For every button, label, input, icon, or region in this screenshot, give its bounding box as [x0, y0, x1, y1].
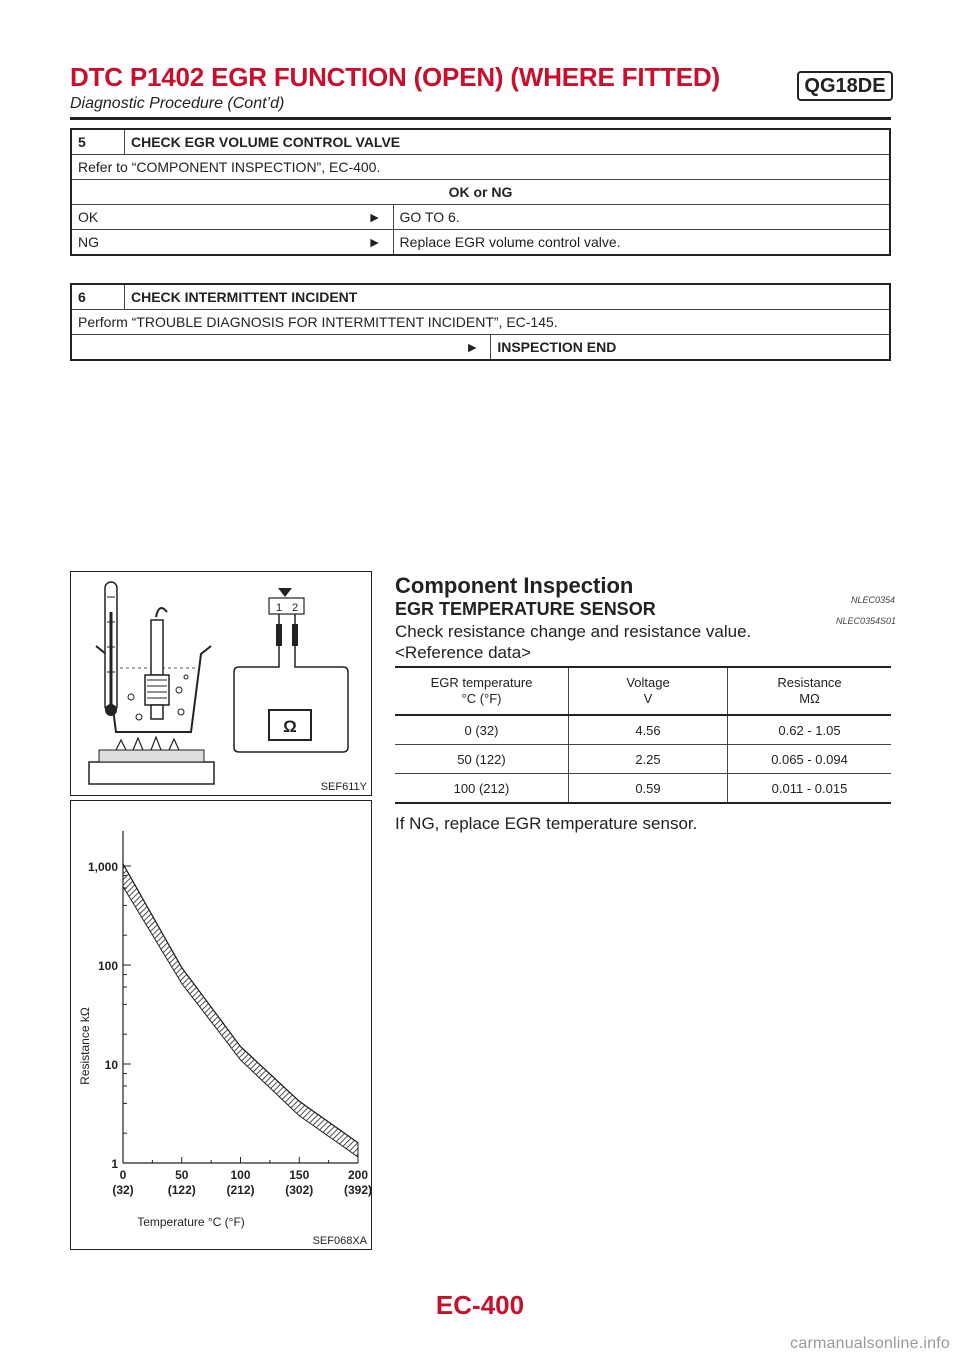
x-tick-sublabel: (302): [285, 1183, 314, 1197]
section-title: Component Inspection: [395, 573, 634, 598]
reference-table: [395, 666, 891, 804]
cell-temperature: 50 (122): [395, 745, 569, 774]
header-temperature: EGR temperature °C (°F): [395, 667, 569, 715]
step6-result-empty: [71, 335, 454, 361]
step5-row-ok: [71, 205, 890, 230]
page-number: EC-400: [435, 1290, 525, 1320]
x-tick-label: 0: [119, 1168, 127, 1182]
figure-resistance-chart: [70, 800, 372, 1250]
resistance-band-area: [123, 864, 358, 1157]
watermark: carmanualsonline.info: [790, 1335, 950, 1352]
cell-temperature: 0 (32): [395, 715, 569, 745]
x-tick-label: 150: [289, 1168, 310, 1182]
step6-action: INSPECTION END: [491, 335, 890, 361]
step5-table: [70, 128, 891, 256]
step6-title: CHECK INTERMITTENT INCIDENT: [125, 284, 891, 310]
y-tick-label: 10: [104, 1058, 118, 1072]
terminal-2-label: 2: [291, 602, 299, 614]
figure-label: SEF068XA: [312, 1235, 367, 1247]
arrow-icon: ►: [454, 335, 491, 361]
x-tick-sublabel: (392): [343, 1183, 371, 1197]
step5-row-ng: [71, 230, 890, 256]
step5-result-ng: [71, 230, 357, 256]
y-tick-label: 1,000: [87, 860, 118, 874]
step5-title: CHECK EGR VOLUME CONTROL VALVE: [125, 129, 891, 155]
series-upper-limit-line: [123, 864, 358, 1143]
cell-resistance: 0.065 - 0.094: [728, 745, 892, 774]
cell-temperature: 100 (212): [395, 774, 569, 804]
x-tick-label: 50: [175, 1168, 189, 1182]
step5-decision: OK or NG: [71, 180, 890, 205]
cell-resistance: 0.62 - 1.05: [728, 715, 892, 745]
figure-label: SEF611Y: [320, 781, 367, 793]
page-title: DTC P1402 EGR FUNCTION (OPEN) (WHERE FITTED): [70, 62, 720, 92]
result-label: NG: [78, 234, 99, 250]
table-row: [395, 715, 891, 745]
section-code: NLEC0354: [851, 595, 896, 605]
table-row: [395, 745, 891, 774]
x-tick-sublabel: (32): [112, 1183, 134, 1197]
sensor-test-illustration: [71, 572, 371, 795]
ng-note: If NG, replace EGR temperature sensor.: [395, 814, 698, 833]
table-row: [395, 774, 891, 804]
reference-label: <Reference data>: [395, 643, 532, 662]
arrow-icon: ►: [357, 230, 394, 256]
step5-result-ok: [71, 205, 357, 230]
cell-voltage: 2.25: [569, 745, 728, 774]
ohm-icon: Ω: [283, 717, 297, 736]
figure-sensor-test: [70, 571, 372, 796]
step5-action-ok: GO TO 6.: [393, 205, 890, 230]
header-resistance: Resistance MΩ: [728, 667, 892, 715]
step5-number: 5: [71, 129, 125, 155]
x-axis-label: Temperature °C (°F): [137, 1215, 245, 1229]
table-header-row: [395, 667, 891, 715]
step6-number: 6: [71, 284, 125, 310]
step5-action-ng: Replace EGR volume control valve.: [393, 230, 890, 256]
x-tick-sublabel: (122): [167, 1183, 196, 1197]
cell-voltage: 0.59: [569, 774, 728, 804]
subsection-title: EGR TEMPERATURE SENSOR: [395, 599, 656, 619]
header-voltage: Voltage V: [569, 667, 728, 715]
y-tick-label: 100: [97, 959, 118, 973]
result-label: OK: [78, 209, 99, 225]
x-tick-label: 100: [230, 1168, 251, 1182]
page-subtitle: Diagnostic Procedure (Cont’d): [70, 95, 285, 112]
step6-instruction: Perform “TROUBLE DIAGNOSIS FOR INTERMITTENT INCIDENT”, EC-145.: [71, 310, 890, 335]
arrow-icon: ►: [357, 205, 394, 230]
x-tick-sublabel: (212): [226, 1183, 255, 1197]
y-axis-label: Resistance kΩ: [78, 1007, 92, 1085]
step6-table: [70, 283, 891, 361]
instruction-text: Check resistance change and resistance value.: [395, 622, 752, 641]
terminal-1-label: 1: [275, 602, 283, 614]
header-rule: [70, 117, 891, 120]
engine-badge: QG18DE: [797, 71, 893, 101]
resistance-chart: [71, 801, 371, 1249]
cell-resistance: 0.011 - 0.015: [728, 774, 892, 804]
x-tick-label: 200: [347, 1168, 369, 1182]
cell-voltage: 4.56: [569, 715, 728, 745]
y-tick-label: 1: [111, 1157, 118, 1171]
subsection-code: NLEC0354S01: [836, 616, 897, 626]
step5-instruction: Refer to “COMPONENT INSPECTION”, EC-400.: [71, 155, 890, 180]
